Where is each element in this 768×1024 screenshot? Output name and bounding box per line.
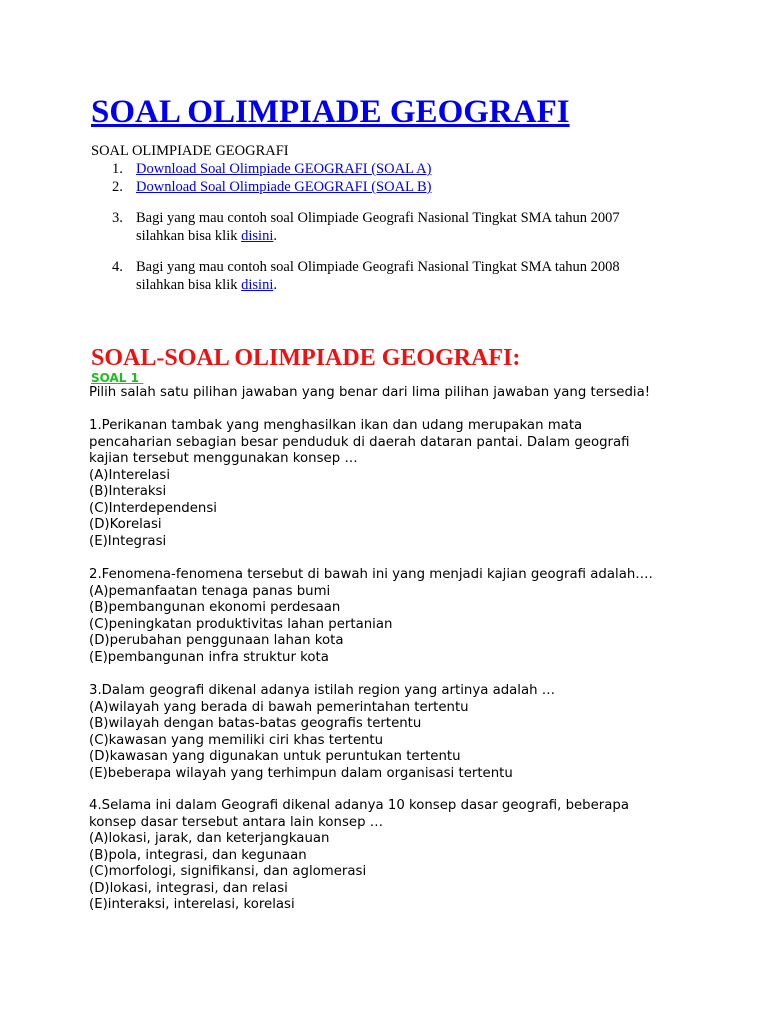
item-number: 1. [112,161,123,177]
question-text: 4.Selama ini dalam Geografi dikenal adanya 10 konsep dasar geografi, beberapa [89,798,630,813]
answer-option: (B)pola, integrasi, dan kegunaan [89,847,307,863]
question-text: pencaharian sebagian besar penduduk di daerah dataran pantai. Dalam geografi [89,434,630,450]
answer-option: (D)perubahan penggunaan lahan kota [89,633,344,648]
answer-option: (A)pemanfaatan tenaga panas bumi [89,583,331,599]
note-line2 [136,227,277,245]
question-text: kajian tersebut menggunakan konsep … [89,451,358,466]
note-text: Bagi yang mau contoh soal Olimpiade Geografi Nasional Tingkat SMA tahun 2008 [136,259,620,275]
answer-option: (D)Korelasi [89,517,162,532]
answer-option: (D)kawasan yang digunakan untuk peruntukan tertentu [89,749,461,764]
instruction: Pilih salah satu pilihan jawaban yang benar dari lima pilihan jawaban yang tersedia! [89,385,651,400]
answer-option: (A)lokasi, jarak, dan keterjangkauan [89,831,330,846]
answer-option: (D)lokasi, integrasi, dan relasi [89,880,288,896]
note-item [112,258,620,293]
note-item [112,209,620,244]
section-title: SOAL-SOAL OLIMPIADE GEOGRAFI: [91,345,521,371]
disini-link-2008[interactable]: disini [241,277,274,293]
question-text: konsep dasar tersebut antara lain konsep … [89,814,384,830]
note-suffix: . [273,228,277,244]
download-link-soal-a[interactable]: Download Soal Olimpiade GEOGRAFI (SOAL A) [136,161,432,177]
question-text: 3.Dalam geografi dikenal adanya istilah region yang artinya adalah … [89,683,556,698]
note-line2 [136,276,277,294]
soal-label[interactable]: SOAL 1 [91,371,144,385]
answer-option: (E)beberapa wilayah yang terhimpun dalam organisasi tertentu [89,765,513,781]
answer-option: (B)pembangunan ekonomi perdesaan [89,600,341,615]
answer-option: (E)Integrasi [89,533,167,549]
answer-option: (B)Interaksi [89,484,167,499]
note-prefix: silahkan bisa klik [136,228,242,244]
item-number: 4. [112,259,123,275]
question-text: 2.Fenomena-fenomena tersebut di bawah ini yang menjadi kajian geografi adalah…. [89,567,653,582]
answer-option: (C)peningkatan produktivitas lahan pertanian [89,616,393,632]
answer-option: (A)Interelasi [89,467,171,483]
page-title[interactable]: SOAL OLIMPIADE GEOGRAFI [91,94,570,130]
item-number: 3. [112,210,123,226]
download-link-soal-b[interactable]: Download Soal Olimpiade GEOGRAFI (SOAL B) [136,179,432,195]
disini-link-2007[interactable]: disini [241,228,274,244]
note-suffix: . [273,277,277,293]
page-subtitle: SOAL OLIMPIADE GEOGRAFI [91,143,289,159]
answer-option: (C)kawasan yang memiliki ciri khas tertentu [89,732,384,748]
answer-option: (B)wilayah dengan batas-batas geografis tertentu [89,716,422,731]
question-text: 1.Perikanan tambak yang menghasilkan ikan dan udang merupakan mata [89,418,583,433]
download-item [112,160,432,178]
answer-option: (E)pembangunan infra struktur kota [89,649,329,665]
answer-option: (C)morfologi, signifikansi, dan aglomerasi [89,864,367,879]
note-text: Bagi yang mau contoh soal Olimpiade Geografi Nasional Tingkat SMA tahun 2007 [136,210,620,226]
item-number: 2. [112,179,123,195]
answer-option: (C)Interdependensi [89,500,217,516]
download-item [112,178,432,196]
answer-option: (A)wilayah yang berada di bawah pemerintahan tertentu [89,699,469,715]
answer-option: (E)interaksi, interelasi, korelasi [89,897,295,912]
note-prefix: silahkan bisa klik [136,277,242,293]
